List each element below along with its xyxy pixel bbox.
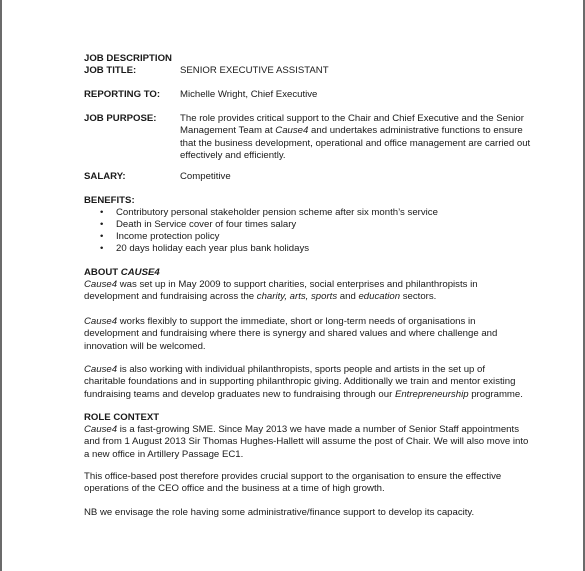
about-paragraph-1: Cause4 was set up in May 2009 to support charities, social enterprises and philanthropists in development and fundraising across the charity, arts, sports and education sectors.	[84, 279, 478, 303]
reporting-to-label: REPORTING TO:	[84, 89, 161, 100]
job-purpose-line: effectively and efficiently.	[180, 149, 286, 161]
bullet-icon: •	[100, 207, 104, 218]
about-paragraph-3: Cause4 is also working with individual philanthropists, sports people and artists in the set up of charitable foundations and in supporting philanthropic giving. Additionally we train and mentor existing fundraising teams and develop graduates new to fundraising through our Entrepreneurship programme.	[84, 364, 523, 400]
job-purpose-line: that the business development, operational and office management are carried out	[180, 137, 531, 149]
document-page: JOB DESCRIPTION JOB TITLE: SENIOR EXECUTIVE ASSISTANT REPORTING TO: Michelle Wright, Chief Executive JOB PURPOSE: The role provides critical support to the Chair and Chief Executive and the Senior Management Team at Cause4 and undertakes administrative functions to ensure that the business development, operational and office management are carried out effectively and efficiently. SALARY: Competitive BENEFITS: • Contributory personal stakeholder pension scheme after six month’s service • Death in Service cover of four times salary • Income protection policy • 20 days holiday each year plus bank holidays ABOUT CAUSE4 Cause4 was set up in May 2009 to support charities, social enterprises and philanthropists in development and fundraising across the charity, arts, sports and education sectors. Cause4 works flexibly to support the immediate, short or long-term needs of organisations in development and fundraising where there is synergy and shared values and where challenge and innovation will be welcomed. Cause4 is also working with individual philanthropists, sports people and artists in the set up of charitable foundations and in supporting philanthropic giving. Additionally we train and mentor existing fundraising teams and develop graduates new to fundraising through our Entrepreneurship programme. ROLE CONTEXT Cause4 is a fast-growing SME. Since May 2013 we have made a number of Senior Staff appointments and from 1 August 2013 Sir Thomas Hughes-Hallett will assume the post of Chair. We will also move into a new office in Artillery Passage EC1. This office-based post therefore provides crucial support to the organisation to ensure the effective operations of the CEO office and the business at a time of high growth. NB we envisage the role having some administrative/finance support to develop its capacity.	[2, 0, 583, 571]
role-context-heading: ROLE CONTEXT	[84, 412, 160, 423]
document-title: JOB DESCRIPTION	[84, 53, 172, 64]
job-purpose-line: The role provides critical support to the Chair and Chief Executive and the Senior	[180, 113, 524, 124]
cause4-name: Cause4	[275, 125, 309, 137]
reporting-to-value: Michelle Wright, Chief Executive	[180, 89, 318, 100]
bullet-icon: •	[100, 243, 104, 254]
job-title-value: SENIOR EXECUTIVE ASSISTANT	[180, 65, 329, 76]
role-context-paragraph-1: Cause4 is a fast-growing SME. Since May 2013 we have made a number of Senior Staff appointments and from 1 August 2013 Sir Thomas Hughes-Hallett will assume the post of Chair. We will also move into a new office in Artillery Passage EC1.	[84, 424, 529, 460]
salary-value: Competitive	[180, 171, 231, 182]
job-purpose-line: Management Team at Cause4 and undertakes administrative functions to ensure	[180, 125, 523, 137]
job-title-label: JOB TITLE:	[84, 65, 137, 76]
about-heading: ABOUT CAUSE4	[84, 267, 160, 278]
bullet-icon: •	[100, 219, 104, 230]
job-purpose-text	[180, 113, 531, 162]
benefits-heading: BENEFITS:	[84, 195, 135, 206]
role-context-paragraph-3: NB we envisage the role having some administrative/finance support to develop its capacity.	[84, 507, 475, 518]
about-paragraph-2: Cause4 works flexibly to support the immediate, short or long-term needs of organisations in development and fundraising where there is synergy and shared values and where challenge and innovation will be welcomed.	[84, 316, 498, 352]
job-purpose-label: JOB PURPOSE:	[84, 113, 157, 124]
role-context-paragraph-2: This office-based post therefore provides crucial support to the organisation to ensure the effective operations of the CEO office and the business at a time of high growth.	[84, 471, 502, 495]
salary-label: SALARY:	[84, 171, 126, 182]
bullet-icon: •	[100, 231, 104, 242]
